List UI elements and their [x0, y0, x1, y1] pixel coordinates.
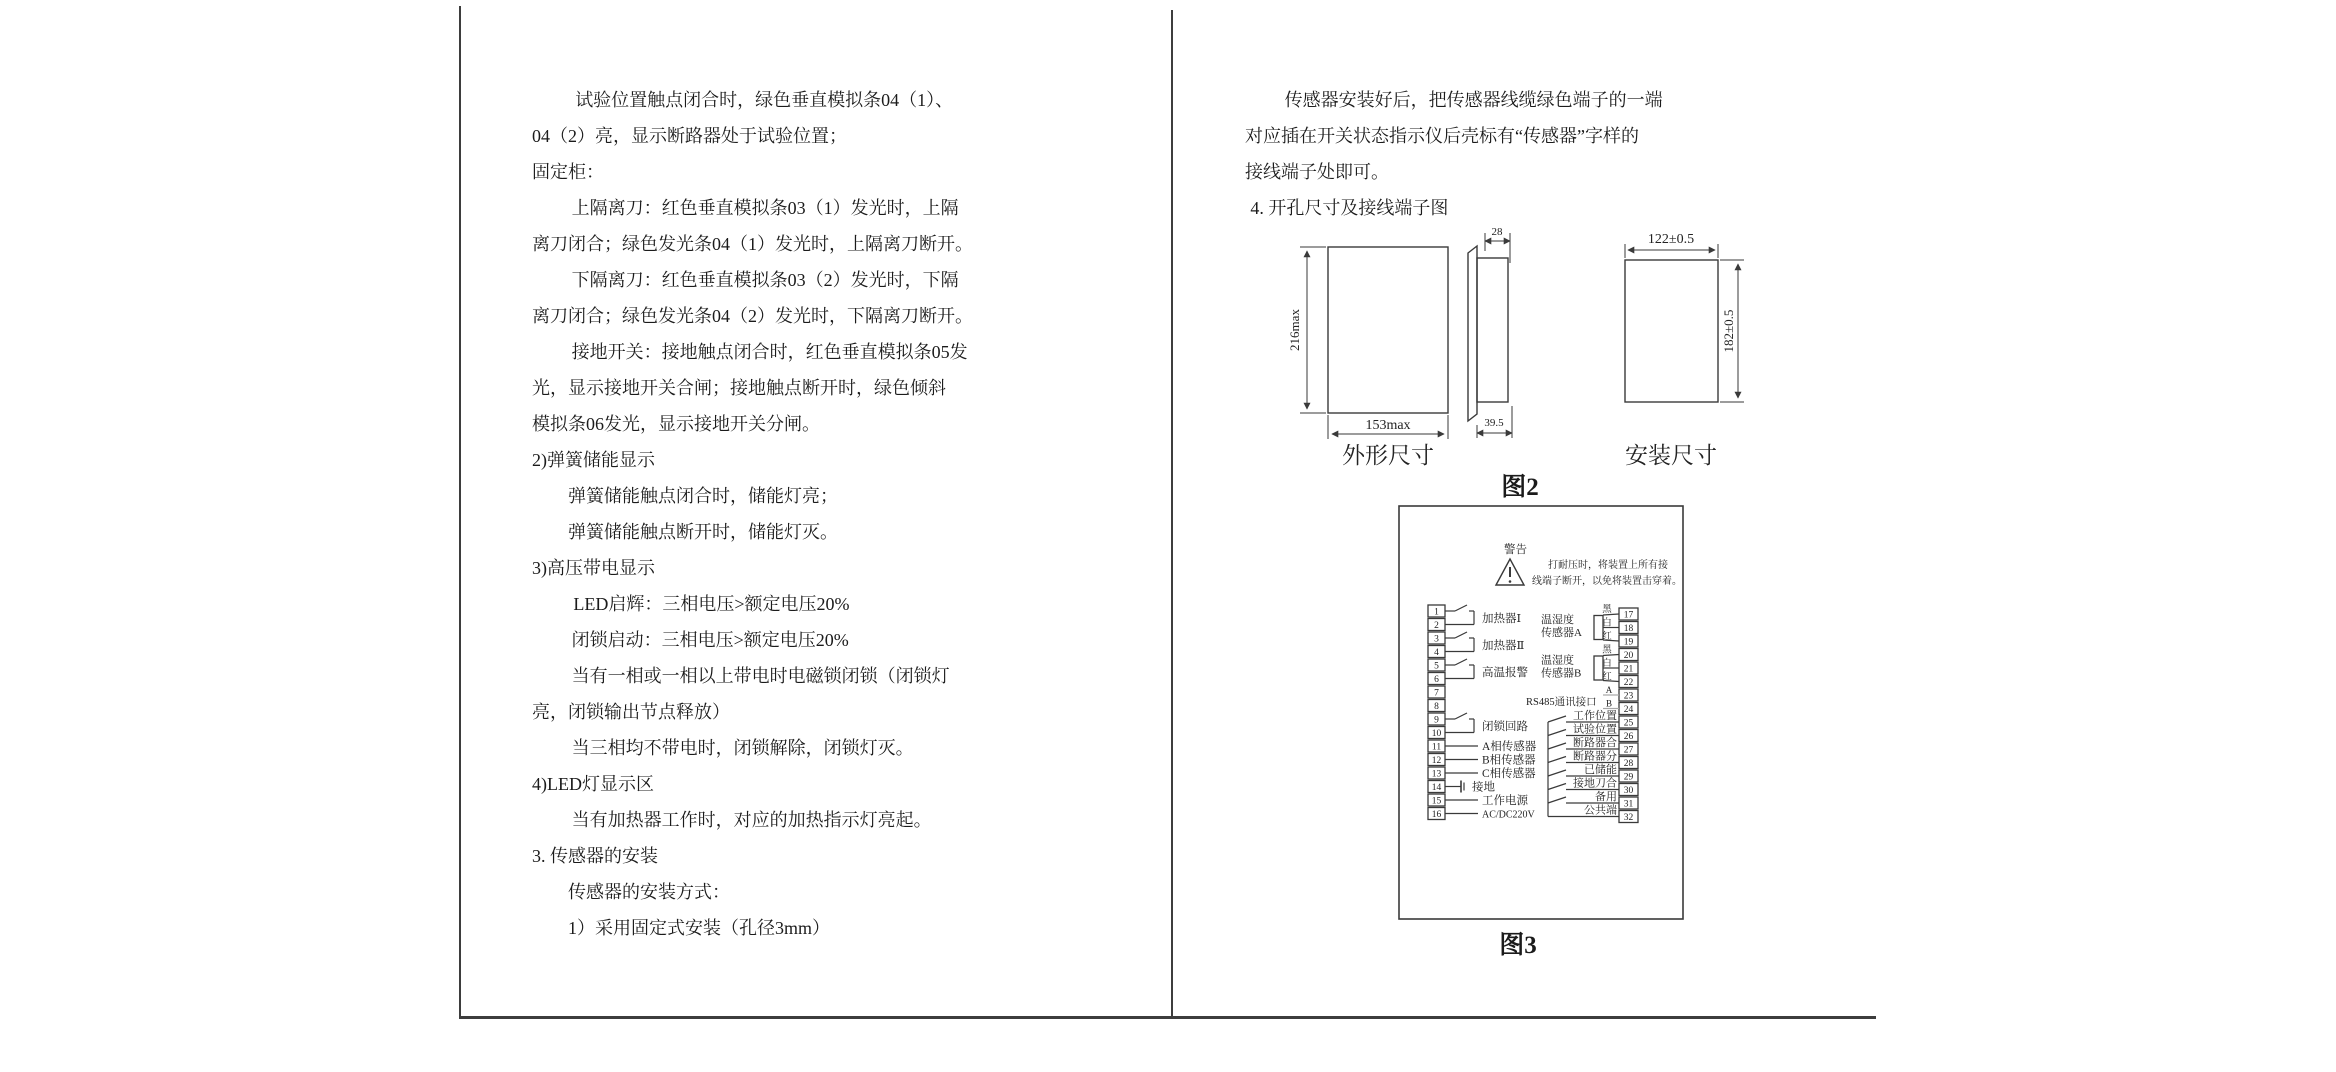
- side-view-bezel: [1468, 246, 1477, 421]
- figure2-caption: 图2: [1501, 474, 1539, 501]
- text-line: 4)LED灯显示区: [532, 774, 654, 794]
- left-page-border: [459, 6, 461, 1016]
- text-line: 接线端子处即可。: [1245, 162, 1389, 182]
- width-dim-label: 153max: [1365, 418, 1411, 433]
- switch-label: 公共端: [1584, 804, 1617, 817]
- terminal-number: 15: [1431, 796, 1442, 807]
- text-line: 弹簧储能触点断开时，储能灯灭。: [568, 522, 838, 542]
- diagram-label: 工作电源: [1482, 795, 1528, 807]
- terminal-number: 1: [1434, 607, 1439, 618]
- sensor-name: 传感器A: [1541, 627, 1582, 639]
- diagram-label: 加热器Ⅰ: [1482, 612, 1522, 625]
- diagram-label: 高温报警: [1482, 666, 1528, 679]
- text-line: 闭锁启动：三相电压>额定电压20%: [571, 630, 849, 650]
- depth-top-dim-label: 28: [1491, 226, 1503, 238]
- height-dim-label: 216max: [1287, 309, 1302, 351]
- diagram-label: C相传感器: [1482, 768, 1536, 780]
- wire-color-label: 白: [1602, 659, 1612, 669]
- terminal-number: 10: [1431, 729, 1442, 739]
- switch-label: 备用: [1595, 791, 1617, 803]
- depth-bottom-dim-label: 39.5: [1484, 417, 1504, 429]
- terminal-number: 26: [1623, 732, 1634, 742]
- text-line: 2)弹簧储能显示: [532, 450, 655, 470]
- text-line: 模拟条06发光，显示接地开关分闸。: [532, 414, 820, 434]
- terminal-number: 30: [1623, 786, 1634, 796]
- terminal-number: 5: [1434, 661, 1439, 672]
- diagram-label: 闭锁回路: [1482, 720, 1528, 733]
- terminal-number: 24: [1623, 705, 1634, 715]
- text-line: 传感器安装好后，把传感器线缆绿色端子的一端: [1284, 90, 1663, 110]
- text-line: 离刀闭合；绿色发光条04（1）发光时，上隔离刀断开。: [532, 234, 973, 254]
- wire-color-label: 黑: [1602, 605, 1612, 615]
- text-line: 04（2）亮，显示断路器处于试验位置；: [532, 126, 847, 146]
- text-line: 光，显示接地开关合闸；接地触点断开时，绿色倾斜: [532, 378, 946, 398]
- terminal-number: 23: [1623, 691, 1634, 702]
- terminal-number: 19: [1623, 637, 1634, 648]
- terminal-number: 14: [1431, 783, 1442, 793]
- text-line: 3. 传感器的安装: [532, 846, 658, 866]
- switch-label: 断路器合: [1573, 737, 1617, 749]
- figure3-drawing: [1398, 505, 1684, 920]
- terminal-number: 32: [1623, 813, 1634, 823]
- text-line: LED启辉：三相电压>额定电压20%: [573, 594, 850, 614]
- terminal-number: 18: [1623, 624, 1634, 634]
- terminal-number: 28: [1623, 759, 1634, 769]
- terminal-number: 21: [1623, 664, 1634, 675]
- mount-dims-label: 安装尺寸: [1625, 443, 1717, 468]
- rs485-a-label: A: [1605, 685, 1613, 695]
- page-divider: [1171, 10, 1173, 1016]
- cutout-width-dim-label: 122±0.5: [1647, 232, 1695, 247]
- terminal-number: 8: [1434, 702, 1439, 712]
- mount-view-outline: [1625, 260, 1718, 402]
- outline-dims-label: 外形尺寸: [1342, 443, 1434, 468]
- sensor-name: 温湿度: [1541, 614, 1574, 626]
- terminal-number: 3: [1434, 634, 1439, 645]
- text-line: 下隔离刀：红色垂直模拟条03（2）发光时，下隔: [571, 270, 959, 290]
- text-line: 当有加热器工作时，对应的加热指示灯亮起。: [571, 810, 932, 830]
- terminal-number: 4: [1434, 648, 1439, 658]
- wire-color-label: 红: [1602, 632, 1612, 642]
- diagram-label: A相传感器: [1482, 741, 1537, 753]
- left-page-text: [532, 82, 987, 946]
- rs485-label: RS485通讯接口: [1526, 696, 1597, 708]
- terminal-number: 16: [1431, 810, 1442, 820]
- terminal-number: 11: [1431, 742, 1442, 753]
- cutout-height-dim-label: 182±0.5: [1721, 309, 1736, 353]
- terminal-number: 13: [1431, 769, 1442, 780]
- terminal-number: 17: [1623, 610, 1634, 621]
- switch-label: 已储能: [1584, 764, 1617, 776]
- warning-text-line2: 线端子断开，以免将装置击穿着。: [1532, 576, 1682, 587]
- terminal-number: 12: [1431, 756, 1442, 766]
- wire-color-label: 白: [1602, 618, 1612, 629]
- figure3-caption: 图3: [1499, 932, 1537, 959]
- terminal-number: 7: [1434, 688, 1439, 699]
- figure2-drawing: [1280, 225, 1760, 475]
- right-page-text: [1245, 82, 1690, 226]
- diagram-label: 接地: [1472, 781, 1495, 794]
- text-line: 对应插在开关状态指示仪后壳标有“传感器”字样的: [1245, 126, 1639, 146]
- terminal-number: 29: [1623, 772, 1634, 783]
- switch-label: 断路器分: [1573, 750, 1617, 763]
- terminal-number: 27: [1623, 745, 1634, 756]
- text-line: 固定柜：: [532, 162, 604, 182]
- diagram-label: B相传感器: [1482, 754, 1536, 767]
- terminal-number: 9: [1434, 715, 1439, 726]
- text-line: 接地开关：接地触点闭合时，红色垂直模拟条05发: [571, 342, 968, 362]
- sensor-name: 传感器B: [1541, 667, 1582, 680]
- front-view-outline: [1328, 247, 1448, 413]
- terminal-number: 31: [1623, 799, 1634, 810]
- switch-label: 接地刀合: [1573, 777, 1617, 790]
- text-line: 传感器的安装方式：: [568, 882, 730, 902]
- warning-text-line1: 打耐压时，将装置上所有接: [1548, 560, 1668, 571]
- warning-title: 警告: [1504, 544, 1527, 556]
- terminal-number: 6: [1434, 675, 1439, 685]
- text-line: 亮，闭锁输出节点释放）: [532, 702, 730, 722]
- text-line: 4. 开孔尺寸及接线端子图: [1250, 198, 1449, 218]
- text-line: 弹簧储能触点闭合时，储能灯亮；: [568, 486, 838, 506]
- diagram-label: 加热器Ⅱ: [1482, 639, 1525, 652]
- rs485-b-label: B: [1605, 698, 1613, 709]
- text-line: 当有一相或一相以上带电时电磁锁闭锁（闭锁灯: [571, 666, 950, 686]
- terminal-number: 22: [1623, 678, 1634, 688]
- text-line: 离刀闭合；绿色发光条04（2）发光时，下隔离刀断开。: [532, 306, 973, 326]
- switch-label: 工作位置: [1573, 710, 1617, 722]
- warning-exclamation-dot: [1509, 580, 1512, 583]
- text-line: 当三相均不带电时，闭锁解除，闭锁灯灭。: [571, 738, 914, 758]
- text-line: 试验位置触点闭合时，绿色垂直模拟条04（1）、: [575, 90, 954, 110]
- text-line: 上隔离刀：红色垂直模拟条03（1）发光时，上隔: [571, 198, 959, 218]
- sensor-name: 温湿度: [1541, 654, 1574, 667]
- bottom-rule: [459, 1016, 1876, 1019]
- terminal-number: 20: [1623, 651, 1634, 661]
- diagram-label: AC/DC220V: [1482, 809, 1535, 821]
- text-line: 3)高压带电显示: [532, 558, 655, 578]
- text-line: 1）采用固定式安装（孔径3mm）: [568, 918, 831, 938]
- wire-color-label: 黑: [1602, 645, 1612, 656]
- wire-color-label: 红: [1602, 672, 1612, 683]
- switch-label: 试验位置: [1573, 723, 1617, 736]
- side-view-body: [1477, 258, 1508, 402]
- terminal-number: 2: [1434, 621, 1439, 631]
- terminal-number: 25: [1623, 718, 1634, 729]
